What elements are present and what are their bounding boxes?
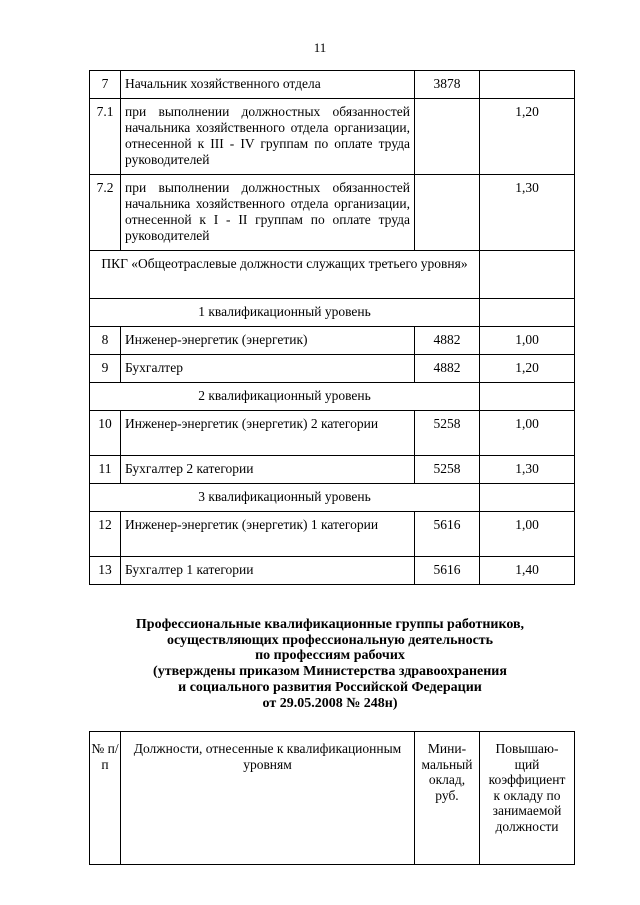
salary-cell: 4882: [415, 327, 480, 355]
salary-cell: 4882: [415, 355, 480, 383]
salary-cell: 5258: [415, 456, 480, 484]
page-number: 11: [313, 40, 327, 55]
table-row: [90, 71, 575, 99]
row-number: 12: [90, 512, 121, 557]
salary-cell: [415, 175, 480, 251]
row-number: 7.2: [90, 175, 121, 251]
coefficient-cell: 1,40: [480, 557, 575, 585]
position-name: Инженер-энергетик (энергетик): [121, 327, 415, 355]
row-number: 8: [90, 327, 121, 355]
empty-cell: [480, 299, 575, 327]
header-num: № п/п: [90, 732, 121, 865]
salary-table-body: [90, 71, 575, 585]
header-salary: Мини-мальный оклад, руб.: [415, 732, 480, 865]
coefficient-cell: [480, 71, 575, 99]
coefficient-cell: 1,00: [480, 411, 575, 456]
table-row: [90, 512, 575, 557]
section-heading-line: (утверждены приказом Министерства здравоохранения: [153, 664, 507, 680]
table-row: [90, 557, 575, 585]
level-header-row: [90, 484, 575, 512]
header-positions: Должности, отнесенные к квалификационным уровням: [121, 732, 415, 865]
level-header-row: [90, 299, 575, 327]
salary-cell: 5258: [415, 411, 480, 456]
salary-cell: 3878: [415, 71, 480, 99]
empty-cell: [480, 383, 575, 411]
level-header: 1 квалификационный уровень: [90, 299, 480, 327]
coefficient-cell: 1,20: [480, 99, 575, 175]
position-name: Бухгалтер: [121, 355, 415, 383]
group-header: ПКГ «Общеотраслевые должности служащих третьего уровня»: [90, 251, 480, 299]
table-row: [90, 355, 575, 383]
coefficient-cell: 1,20: [480, 355, 575, 383]
salary-cell: 5616: [415, 557, 480, 585]
header-coefficient: Повышаю-щий коэффициент к окладу по занимаемой должности: [480, 732, 575, 865]
salary-table: [89, 70, 575, 585]
position-name: Инженер-энергетик (энергетик) 1 категории: [121, 512, 415, 557]
coefficient-cell: 1,30: [480, 175, 575, 251]
level-header: 3 квалификационный уровень: [90, 484, 480, 512]
row-number: 9: [90, 355, 121, 383]
salary-cell: [415, 99, 480, 175]
table-row: [90, 175, 575, 251]
salary-cell: 5616: [415, 512, 480, 557]
empty-cell: [480, 484, 575, 512]
section-heading: [80, 617, 580, 711]
section-heading-line: Профессиональные квалификационные группы работников,: [135, 617, 525, 632]
table-row: [90, 99, 575, 175]
workers-table-header: [89, 731, 575, 865]
section-heading-line: и социального развития Российской Федерации: [178, 679, 482, 695]
row-number: 13: [90, 557, 121, 585]
table-row: [90, 327, 575, 355]
section-heading-line: от 29.05.2008 № 248н): [262, 695, 398, 711]
table-row: [90, 456, 575, 484]
position-name: при выполнении должностных обязанностей начальника хозяйственного отдела организации, отнесенной к III - IV группам по оплате труда руководителей: [121, 99, 415, 175]
table-row: [90, 411, 575, 456]
coefficient-cell: 1,00: [480, 327, 575, 355]
section-heading-line: по профессиям рабочих: [255, 648, 405, 664]
position-name: при выполнении должностных обязанностей начальника хозяйственного отдела организации, отнесенной к I - II группам по оплате труда руководителей: [121, 175, 415, 251]
header-row: [90, 732, 575, 865]
position-name: Бухгалтер 2 категории: [121, 456, 415, 484]
row-number: 7.1: [90, 99, 121, 175]
empty-cell: [480, 251, 575, 299]
position-name: Инженер-энергетик (энергетик) 2 категории: [121, 411, 415, 456]
level-header-row: [90, 383, 575, 411]
coefficient-cell: 1,00: [480, 512, 575, 557]
group-header-row: [90, 251, 575, 299]
section-heading-line: осуществляющих профессиональную деятельность: [166, 632, 494, 648]
row-number: 10: [90, 411, 121, 456]
position-name: Начальник хозяйственного отдела: [121, 71, 415, 99]
row-number: 11: [90, 456, 121, 484]
row-number: 7: [90, 71, 121, 99]
coefficient-cell: 1,30: [480, 456, 575, 484]
position-name: Бухгалтер 1 категории: [121, 557, 415, 585]
level-header: 2 квалификационный уровень: [90, 383, 480, 411]
